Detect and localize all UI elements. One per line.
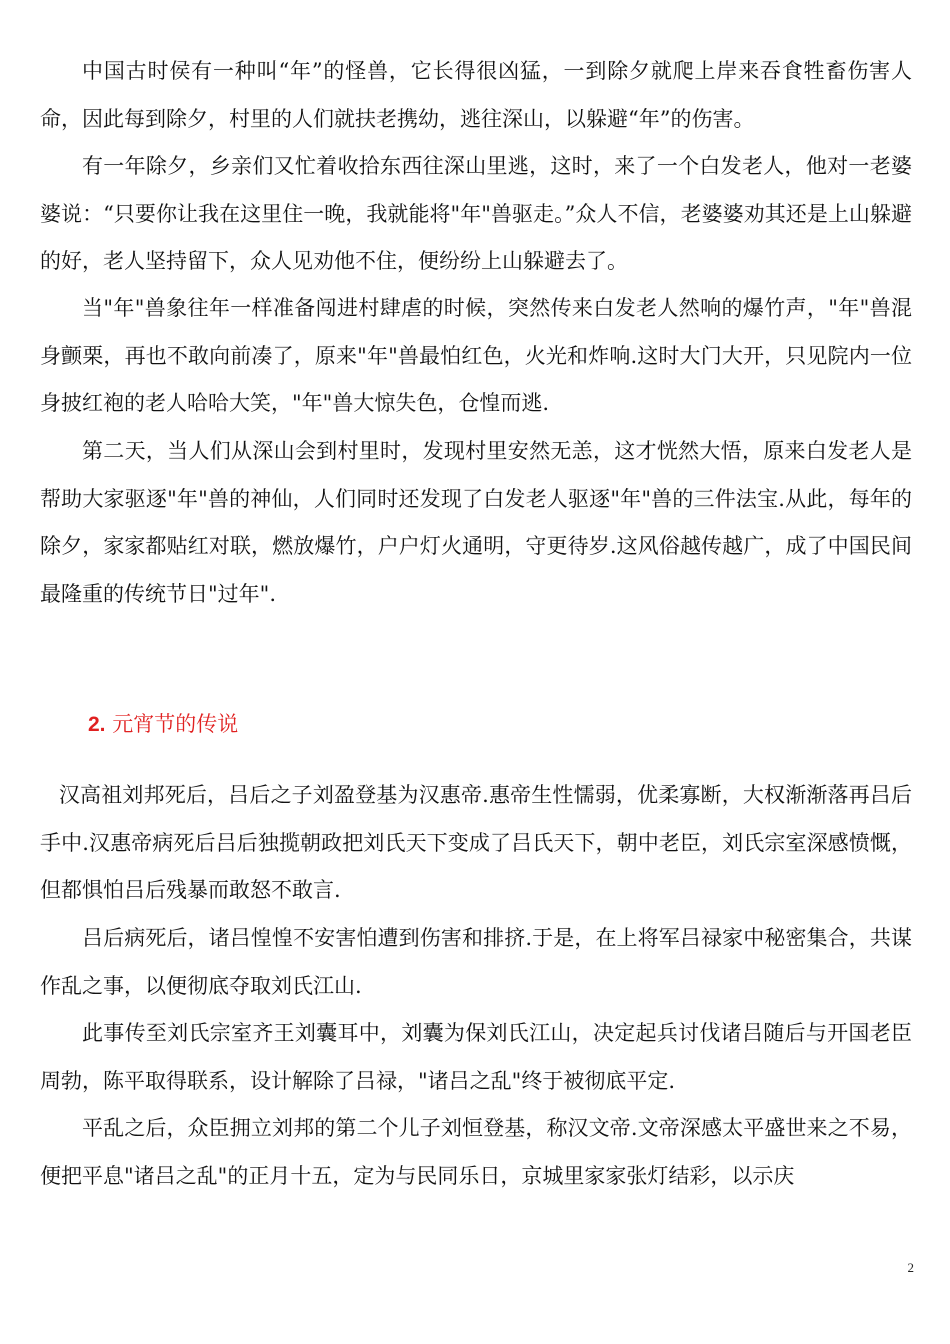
paragraph-old-man-arrives: 有一年除夕，乡亲们又忙着收拾东西往深山里逃，这时，来了一个白发老人，他对一老婆婆说：“只要你让我在这里住一晚，我就能将"年"兽驱走。”众人不信，老婆婆劝其还是上山躲避的好，老人坚持留下，众人见劝他不住，便纷纷上山躲避去了。 (40, 154, 912, 273)
section-heading-number: 2. (88, 713, 106, 736)
section-heading-title: 元宵节的传说 (112, 712, 239, 736)
paragraph-uprising: 此事传至刘氏宗室齐王刘囊耳中，刘囊为保刘氏江山，决定起兵讨伐诸吕随后与开国老臣周勃，陈平取得联系，设计解除了吕禄，"诸吕之乱"终于被彻底平定. (40, 1021, 912, 1093)
page-number: 2 (907, 1260, 914, 1275)
paragraph-empress-lu-death: 吕后病死后，诸吕惶惶不安害怕遭到伤害和排挤.于是，在上将军吕禄家中秘密集合，共谋作乱之事，以便彻底夺取刘氏江山. (40, 926, 912, 998)
paragraph-firecrackers: 当"年"兽象往年一样准备闯进村肆虐的时候，突然传来白发老人然响的爆竹声，"年"兽混身颤栗，再也不敢向前凑了，原来"年"兽最怕红色，火光和炸响.这时大门大开，只见院内一位身披红袍的老人哈哈大笑，"年"兽大惊失色，仓惶而逃. (40, 296, 912, 415)
paragraph-han-emperor: 汉高祖刘邦死后，吕后之子刘盈登基为汉惠帝.惠帝生性懦弱，优柔寡断，大权渐渐落再吕后手中.汉惠帝病死后吕后独揽朝政把刘氏天下变成了吕氏天下，朝中老臣，刘氏宗室深感愤慨，但都惧怕吕后残暴而敢怒不敢言. (40, 783, 912, 902)
paragraph-nian-monster: 中国古时侯有一种叫“年”的怪兽，它长得很凶猛，一到除夕就爬上岸来吞食牲畜伤害人命，因此每到除夕，村里的人们就扶老携幼，逃往深山，以躲避“年”的伤害。 (40, 59, 912, 131)
section-heading (88, 704, 238, 745)
paragraph-next-day: 第二天，当人们从深山会到村里时，发现村里安然无恙，这才恍然大悟，原来白发老人是帮助大家驱逐"年"兽的神仙，人们同时还发现了白发老人驱逐"年"兽的三件法宝.从此，每年的除夕，家家都贴红对联，燃放爆竹，户户灯火通明，守更待岁.这风俗越传越广，成了中国民间最隆重的传统节日"过年". (40, 439, 912, 606)
paragraph-lantern-day: 平乱之后，众臣拥立刘邦的第二个儿子刘恒登基，称汉文帝.文帝深感太平盛世来之不易，便把平息"诸吕之乱"的正月十五，定为与民同乐日，京城里家家张灯结彩，以示庆 (40, 1116, 912, 1188)
